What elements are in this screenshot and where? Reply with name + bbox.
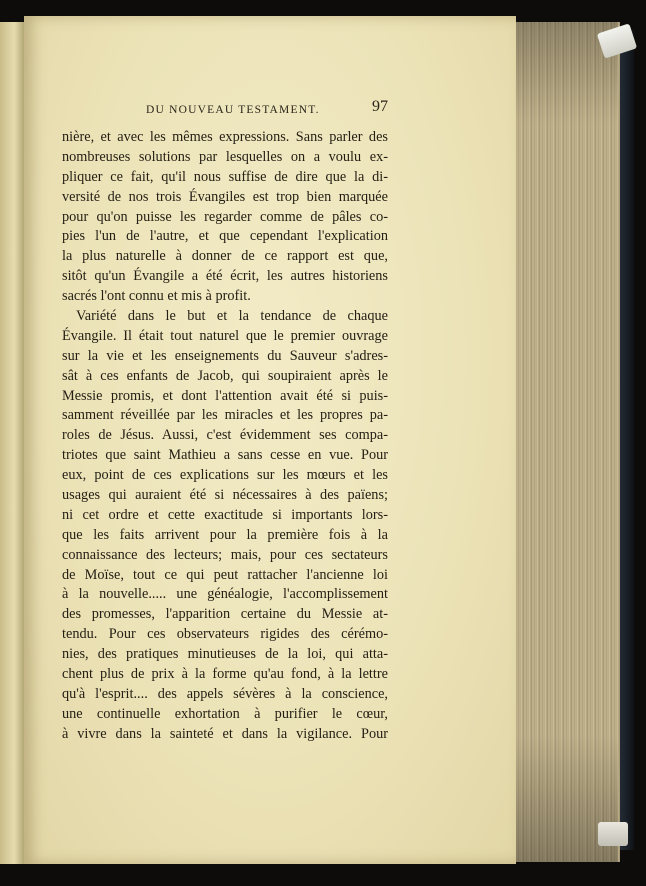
text-line: tendu. Pour ces observateurs rigides des cérémo- [62,626,388,643]
text-line: connaissance des lecteurs; mais, pour ces sectateurs [62,546,388,563]
text-line: nière, et avec les mêmes expressions. Sans parler des [62,129,388,145]
running-head: DU NOUVEAU TESTAMENT. [146,104,320,116]
text-line: nombreuses solutions par lesquelles on a voulu ex- [62,148,388,165]
text-line: chent plus de prix à la forme qu'au fond, à la lettre [62,666,388,683]
text-line: versité de nos trois Évangiles est trop bien marquée [62,188,388,205]
text-line: sitôt qu'un Évangile a été écrit, les autres historiens [62,268,388,285]
text-line: Variété dans le but et la tendance de chaque [76,308,388,325]
text-line: sur la vie et les enseignements du Sauveur s'adres- [62,347,388,364]
text-line: usages qui auraient été si nécessaires à des païens; [62,487,388,504]
text-line: la plus naturelle à donner de ce rapport est que, [62,248,388,265]
text-line: pour qu'on puisse les regarder comme de pâles co- [62,208,388,225]
text-line: pliquer ce fait, qu'il nous suffise de dire que la di- [62,168,388,185]
text-line: sacrés l'ont connu et mis à profit. [62,288,251,305]
text-line: que les faits arrivent pour la première fois à la [62,526,388,543]
text-line: une continuelle exhortation à purifier le cœur, [62,705,388,722]
text-line: roles de Jésus. Aussi, c'est évidemment ses compa- [62,427,388,444]
text-line: de Moïse, tout ce qui peut rattacher l'ancienne loi [62,566,388,583]
page-clip-bottom [598,822,628,846]
text-line: à vivre dans la sainteté et dans la vigilance. Pour [62,725,388,742]
facing-page-edge [0,22,26,864]
body-text [62,128,388,745]
text-line: samment réveillée par les miracles et les propres pa- [62,407,388,424]
text-line: qu'à l'esprit.... des appels sévères à la conscience, [62,685,388,702]
text-line: Messie promis, et dont l'attention avait été si puis- [62,387,388,404]
text-line: des promesses, l'apparition certaine du Messie at- [62,606,388,623]
text-line: nies, des pratiques minutieuses de la loi, qui atta- [62,646,388,663]
text-line: pies l'un de l'autre, et que cependant l'explication [62,228,388,245]
text-line: Évangile. Il était tout naturel que le premier ouvrage [62,327,388,344]
text-line: à la nouvelle..... une généalogie, l'accomplissement [62,586,388,603]
page-number: 97 [372,98,388,115]
text-line: eux, point de ces explications sur les mœurs et les [62,467,388,484]
text-line: sât à ces enfants de Jacob, qui soupiraient après le [62,367,388,384]
text-line: triotes que saint Mathieu a sans cesse en vue. Pour [62,447,388,464]
text-line: ni cet ordre et cette exactitude si importants lors- [62,506,388,523]
fore-edge-shadow [510,22,618,862]
